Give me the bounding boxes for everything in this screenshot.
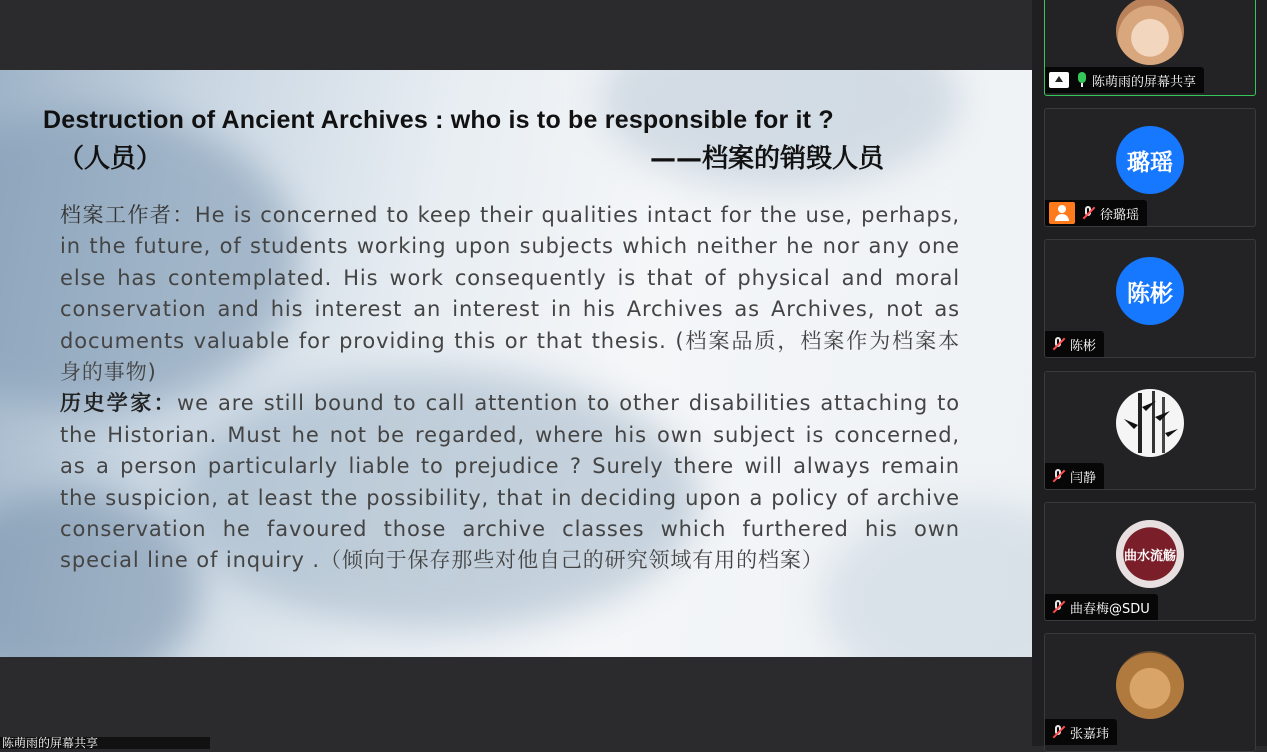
participant-name: 曲春梅@SDU — [1070, 601, 1150, 617]
mic-muted-icon — [1049, 467, 1067, 485]
participant-tile[interactable] — [1044, 108, 1256, 227]
avatar — [1116, 651, 1184, 719]
slide-body — [60, 200, 960, 577]
historian-text: we are still bound to call attention to other disabilities attaching to the Historian. Must he not be regarded, where his own subject is concerned, as a person particularly liable to prejudice ? Surely there will always remain the suspicion, at least the possibility, that in deciding upon a policy of archive conservation he favoured those archive classes which furthered his own special line of inquiry .（倾向于保存那些对他自己的研究领域有用的档案） — [60, 391, 961, 573]
historian-label: 历史学家： — [60, 391, 177, 416]
participant-nametag — [1045, 67, 1204, 93]
archivist-paragraph — [60, 200, 960, 388]
person-icon — [1049, 202, 1075, 224]
mic-muted-icon — [1049, 723, 1067, 741]
avatar: 曲水流觞 — [1116, 520, 1184, 588]
participant-name: 张嘉玮 — [1070, 726, 1110, 742]
archivist-text: He is concerned to keep their qualities intact for the use, perhaps, in the future, of students working upon subjects which neither he nor any one else has contemplated. His work consequently is that of physical and moral conservation and his interest an interest in his Archives as Archives, not as documents valuable for providing this or that thesis. (档案品质，档案作为档案本身的事物) — [60, 203, 960, 385]
participant-nametag — [1045, 594, 1158, 620]
participant-tile[interactable] — [1044, 502, 1256, 621]
avatar: 璐瑶 — [1116, 126, 1184, 194]
slide-subtitle-left: （人员） — [58, 144, 163, 174]
participant-name: 徐璐瑶 — [1100, 207, 1140, 223]
mic-muted-icon — [1079, 204, 1097, 222]
participant-tile[interactable] — [1044, 0, 1256, 96]
avatar — [1116, 389, 1184, 457]
archivist-label: 档案工作者： — [60, 203, 195, 227]
participant-name: 陈萌雨的屏幕共享 — [1092, 74, 1197, 90]
participant-name: 闫静 — [1070, 470, 1097, 486]
presentation-slide — [0, 70, 1032, 657]
participant-panel — [1032, 0, 1267, 746]
slide-title: Destruction of Ancient Archives : who is to be responsible for it ? — [43, 106, 834, 134]
bamboo-painting-icon — [1116, 389, 1184, 457]
avatar — [1116, 0, 1184, 65]
mic-muted-icon — [1049, 598, 1067, 616]
participant-nametag — [1045, 200, 1147, 226]
slide-subtitle-right: ——档案的销毁人员 — [650, 144, 885, 174]
participant-name: 陈彬 — [1070, 338, 1097, 354]
avatar: 陈彬 — [1116, 257, 1184, 325]
historian-paragraph — [60, 388, 960, 576]
participant-tile[interactable] — [1044, 239, 1256, 358]
participant-nametag — [1045, 463, 1104, 489]
participant-tile[interactable] — [1044, 633, 1256, 752]
participant-nametag — [1045, 331, 1104, 357]
participant-tile[interactable] — [1044, 371, 1256, 490]
participant-nametag — [1045, 719, 1117, 745]
screen-share-label — [0, 737, 210, 749]
mic-muted-icon — [1049, 335, 1067, 353]
screen-share-icon — [1049, 72, 1069, 88]
screen-share-label-text: 陈萌雨的屏幕共享 — [2, 737, 99, 749]
microphone-icon — [1075, 71, 1089, 89]
